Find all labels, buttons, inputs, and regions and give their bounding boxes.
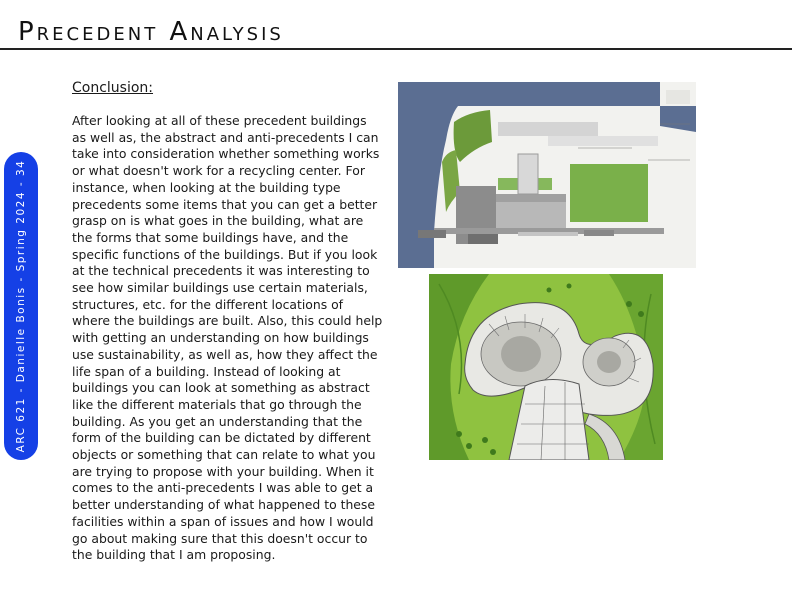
title-divider (0, 48, 792, 50)
site-plan-image (398, 82, 696, 268)
page-title: Precedent Analysis (18, 17, 284, 47)
section-heading: Conclusion: (72, 80, 154, 96)
aerial-plan-image (429, 274, 663, 460)
conclusion-paragraph: After looking at all of these precedent buildings as well as, the abstract and anti-precedents I can take into consideration whether something works or what doesn't work for a recycling center. For instance, when looking at the building type precedents some items that you can get a better grasp on is what goes in the building, what are the forms that some buildings have, and the specific functions of the buildings. But if you look at the technical precedents it was interesting to see how similar buildings use certain materials, structures, etc. for the different locations of where the buildings are built. Also, this could help with getting an understanding on how buildings use sustainability, as well as, how they affect the life span of a building. Instead of looking at buildings you can look at something as abstract like the different materials that go through the building. As you get an understanding that the form of the building can be dictated by different objects or something that can relate to what you are trying to propose with your building. When it comes to the anti-precedents I was able to get a better understanding of what happened to these facilities within a span of issues and how I would go about making sure that this doesn't occur to the building that I am proposing. (72, 113, 383, 563)
side-tab (4, 152, 38, 460)
side-tab-label: ARC 621 - Danielle Bonis - Spring 2024 - 34 (15, 159, 27, 453)
